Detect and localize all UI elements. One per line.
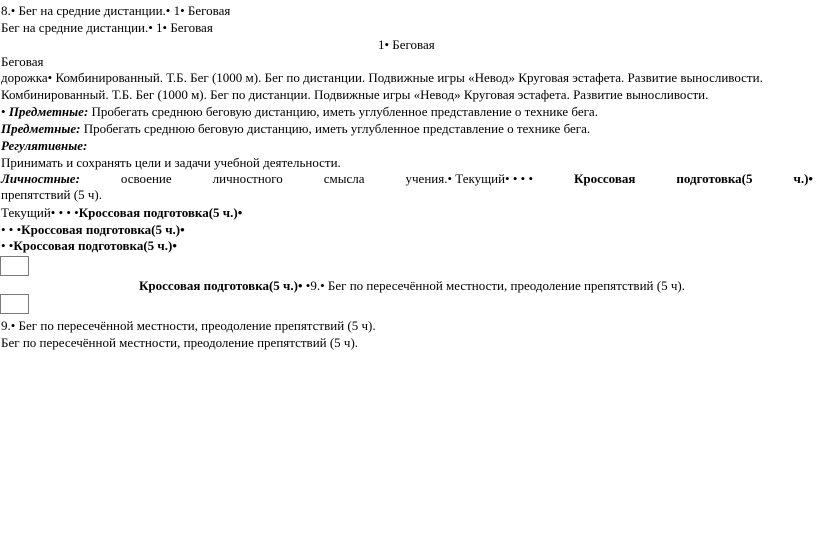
text-line-6: Комбинированный. Т.Б. Бег (1000 м). Бег по дистанции. Подвижные игры «Невод» Круговая эстафета. Развитие выносливости.: [1, 87, 709, 102]
bullets: • • •: [1, 222, 22, 237]
text-line-15: [1, 238, 177, 254]
text-line-14: [1, 222, 185, 238]
text-line-11-justified: [1, 171, 813, 187]
text-line-8: [1, 121, 590, 137]
cross-country-heading: Кроссовая подготовка(5 ч.)•: [21, 222, 185, 237]
word: подготовка(5: [676, 171, 753, 186]
text-line-13: [1, 205, 242, 221]
subject-text: Пробегать среднюю беговую дистанцию, иметь углубленное представление о технике бега.: [88, 104, 598, 119]
word: личностного: [212, 171, 283, 186]
text-line-2: Бег на средние дистанции.• 1• Беговая: [1, 20, 213, 35]
word: ч.)•: [793, 171, 813, 186]
subject-label: Предметные:: [1, 121, 81, 136]
word: учения.• Текущий• • • •: [405, 171, 533, 186]
text-line-5: дорожка• Комбинированный. Т.Б. Бег (1000 м). Бег по дистанции. Подвижные игры «Невод» Круговая эстафета. Развитие выносливости.: [1, 70, 763, 85]
text-line-12: препятствий (5 ч).: [1, 187, 102, 202]
bullets: • •: [1, 238, 14, 253]
text-line-7: [1, 104, 598, 120]
text-line-16: [139, 278, 685, 294]
word: смысла: [323, 171, 365, 186]
word: освоение: [120, 171, 172, 186]
empty-table-cell: [0, 256, 29, 276]
subject-label: Предметные:: [8, 104, 89, 119]
subject-text: Пробегать среднюю беговую дистанцию, иметь углубленное представление о технике бега.: [80, 121, 591, 136]
bullet: •: [1, 104, 6, 119]
cross-country-heading: Кроссовая подготовка(5 ч.)•: [139, 278, 303, 293]
regulative-label: Регулятивные:: [1, 138, 88, 153]
cross-country-heading: Кроссовая подготовка(5 ч.)•: [13, 238, 177, 253]
text-line-1: 8.• Бег на средние дистанции.• 1• Беговая: [1, 3, 231, 18]
text-line-18: Бег по пересечённой местности, преодоление препятствий (5 ч).: [1, 335, 359, 350]
empty-table-cell: [0, 294, 29, 314]
text-line-17: 9.• Бег по пересечённой местности, преодоление препятствий (5 ч).: [1, 318, 376, 333]
text-line-4: Беговая: [1, 54, 44, 69]
cross-country-heading: Кроссовая подготовка(5 ч.)•: [78, 205, 243, 220]
text-line-10: Принимать и сохранять цели и задачи учебной деятельности.: [1, 155, 341, 170]
personal-label: Личностные:: [1, 171, 80, 186]
rough-terrain-text: •9.• Бег по пересечённой местности, преодоление препятствий (5 ч).: [302, 278, 685, 293]
text-line-3-centered: 1• Беговая: [378, 37, 435, 52]
current-label: Текущий• • • •: [1, 205, 79, 220]
word: Кроссовая: [573, 171, 636, 186]
